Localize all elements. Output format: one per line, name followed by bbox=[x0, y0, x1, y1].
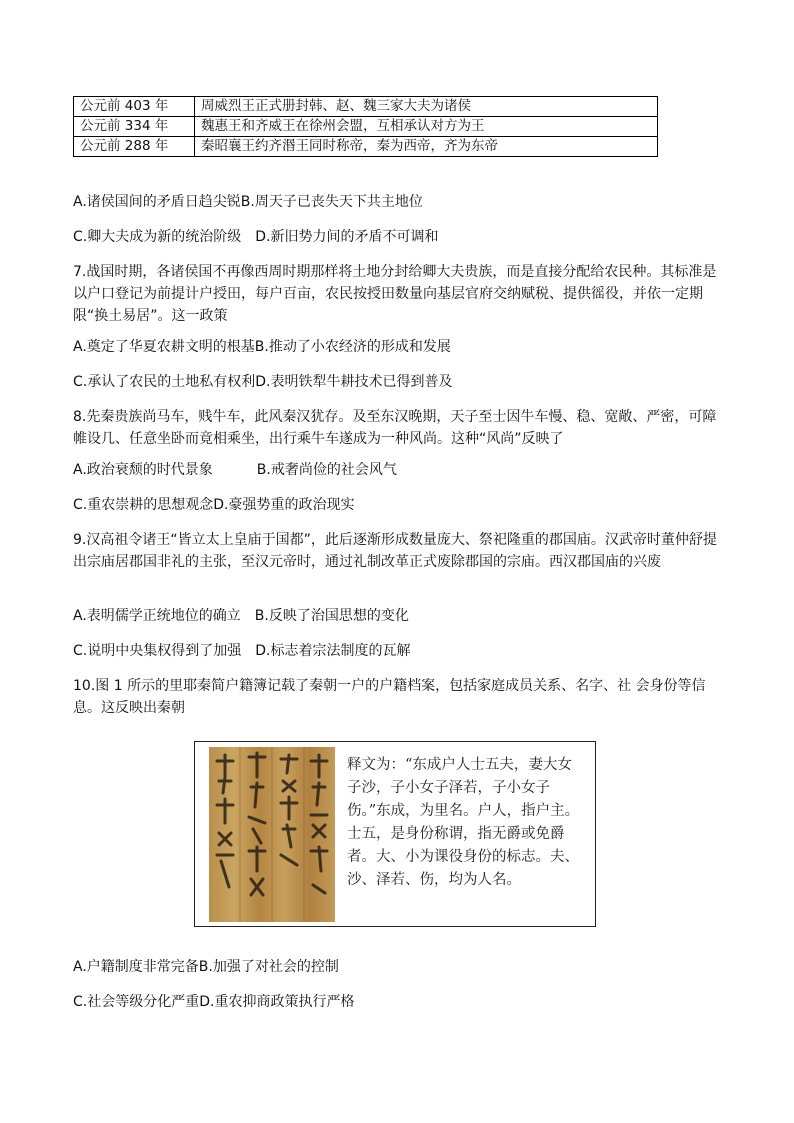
q10-option-c[interactable]: C.社会等级分化严重 bbox=[73, 994, 200, 1010]
table-cell-date: 公元前 403 年 bbox=[74, 97, 195, 117]
q9-options-row-2 bbox=[73, 641, 410, 661]
q8-option-a[interactable]: A.政治衰颓的时代景象 bbox=[73, 462, 213, 478]
figure-1-household-register bbox=[194, 741, 596, 927]
table-cell-date: 公元前 334 年 bbox=[74, 117, 195, 137]
q6-option-d[interactable]: D.新旧势力间的矛盾不可调和 bbox=[255, 229, 439, 245]
q10-options-row-1 bbox=[73, 957, 339, 977]
q6-options-row-1 bbox=[73, 192, 423, 212]
table-cell-date: 公元前 288 年 bbox=[74, 137, 195, 157]
q7-option-b[interactable]: B.推动了小农经济的形成和发展 bbox=[254, 339, 451, 355]
q7-stem: 7.战国时期，各诸侯国不再像西周时期那样将土地分封给卿大夫贵族，而是直接分配给农民种。其标准是以户口登记为前提计户授田，每户百亩，农民按授田数量向基层官府交纳赋税、提供徭役，并依一定期限“换土易居”。这一政策 bbox=[73, 264, 717, 324]
q9-option-c[interactable]: C.说明中央集权得到了加强 bbox=[73, 643, 242, 659]
q8-option-d[interactable]: D.豪强势重的政治现实 bbox=[213, 497, 355, 513]
figure-transcription: 释文为：“东成户人士五夫，妻大女子沙，子小女子泽若，子小女子伤。”东成，为里名。户人，指户主。士五，是身份称谓，指无爵或免爵者。大、小为课役身份的标志。夫、沙、泽若、伤，均为人名。 bbox=[347, 757, 580, 888]
q9-option-d[interactable]: D.标志着宗法制度的瓦解 bbox=[255, 643, 411, 659]
q7-option-c[interactable]: C.承认了农民的土地私有权利 bbox=[73, 374, 256, 390]
q6-option-a[interactable]: A.诸侯国间的矛盾日趋尖锐 bbox=[73, 194, 241, 210]
table-cell-event: 周威烈王正式册封韩、赵、魏三家大夫为诸侯 bbox=[195, 97, 658, 117]
q10-options-row-2 bbox=[73, 992, 354, 1012]
table-cell-event: 秦昭襄王约齐湣王同时称帝，秦为西帝，齐为东帝 bbox=[195, 137, 658, 157]
bamboo-slip-image bbox=[209, 747, 335, 922]
table-row bbox=[74, 137, 658, 157]
q9-option-b[interactable]: B.反映了治国思想的变化 bbox=[254, 608, 409, 624]
q10-option-d[interactable]: D.重农抑商政策执行严格 bbox=[199, 994, 355, 1010]
q10-option-a[interactable]: A.户籍制度非常完备 bbox=[73, 959, 199, 975]
q10-option-b[interactable]: B.加强了对社会的控制 bbox=[198, 959, 339, 975]
q9-stem: 9.汉高祖令诸王“皆立太上皇庙于国都”，此后逐渐形成数量庞大、祭祀隆重的郡国庙。汉武帝时董仲舒提出宗庙居郡国非礼的主张，至汉元帝时，通过礼制改革正式废除郡国的宗庙。西汉郡国庙的兴废 bbox=[73, 532, 717, 570]
q8-options-row-2 bbox=[73, 495, 354, 515]
table-cell-event: 魏惠王和齐威王在徐州会盟，互相承认对方为王 bbox=[195, 117, 658, 137]
table-row bbox=[74, 117, 658, 137]
table-row bbox=[74, 97, 658, 117]
q7-options-row-2 bbox=[73, 372, 452, 392]
chronology-table bbox=[73, 96, 658, 157]
bamboo-slip-illustration bbox=[209, 747, 335, 922]
q6-options-row-2 bbox=[73, 227, 438, 247]
q9-option-a[interactable]: A.表明儒学正统地位的确立 bbox=[73, 608, 241, 624]
q7-option-a[interactable]: A.奠定了华夏农耕文明的根基 bbox=[73, 339, 255, 355]
q8-options-row-1 bbox=[73, 460, 397, 480]
q7-options-row-1 bbox=[73, 337, 451, 357]
q8-option-b[interactable]: B.戒奢尚俭的社会风气 bbox=[256, 462, 397, 478]
q6-option-b[interactable]: B.周天子已丧失天下共主地位 bbox=[240, 194, 423, 210]
q10-stem: 10.图 1 所示的里耶秦简户籍簿记载了秦朝一户的户籍档案，包括家庭成员关系、名字、社 会身份等信息。这反映出秦朝 bbox=[73, 678, 706, 716]
q6-option-c[interactable]: C.卿大夫成为新的统治阶级 bbox=[73, 229, 242, 245]
q8-stem: 8.先秦贵族尚马车，贱牛车，此风秦汉犹存。及至东汉晚期，天子至士因牛车慢、稳、宽敞、严密，可障帷设几、任意坐卧而竟相乘坐，出行乘牛车遂成为一种风尚。这种“风尚”反映了 bbox=[73, 409, 717, 447]
q7-option-d[interactable]: D.表明铁犁牛耕技术已得到普及 bbox=[255, 374, 453, 390]
q9-options-row-1 bbox=[73, 606, 409, 626]
q8-option-c[interactable]: C.重农崇耕的思想观念 bbox=[73, 497, 214, 513]
